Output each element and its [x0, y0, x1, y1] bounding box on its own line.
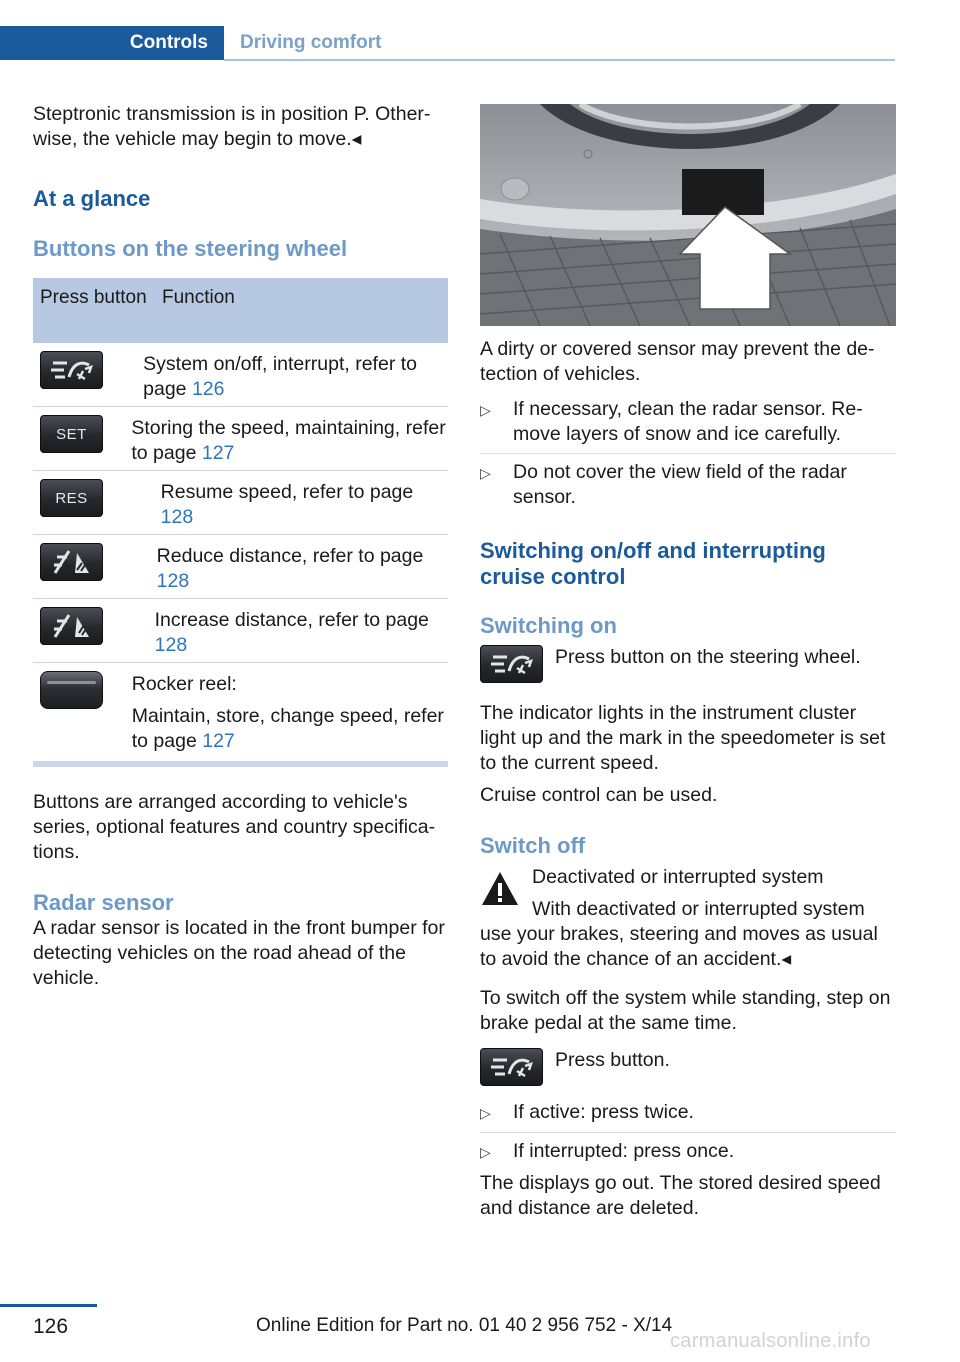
radar-sensor-photo	[480, 104, 896, 326]
heading-switching-on: Switching on	[480, 613, 617, 638]
page-header	[0, 26, 895, 62]
intro-text: Steptronic transmission is in position P. Otherwise, the vehicle may begin to move.◂	[33, 103, 431, 150]
resume-button-icon: RES	[40, 479, 103, 517]
heading-at-a-glance: At a glance	[33, 186, 151, 211]
triangle-bullet-icon: ▷	[480, 1144, 491, 1160]
warning-triangle-icon	[480, 869, 520, 909]
header-rule	[224, 59, 895, 61]
table-row	[33, 599, 448, 663]
table-row	[33, 343, 448, 407]
indicator-text: The indicator lights in the instrument cluster light up and the mark in the speedometer is set to the current speed.	[480, 702, 886, 774]
footer-rule	[0, 1304, 97, 1307]
header-tab-controls[interactable]: Controls	[0, 26, 224, 60]
increase-distance-button-icon	[40, 607, 103, 645]
page-link[interactable]: 127	[202, 730, 235, 752]
can-be-used-text: Cruise control can be used.	[480, 784, 718, 806]
bullet-list-switch-off	[480, 1094, 896, 1171]
table-row	[33, 471, 448, 535]
list-item: ▷ If active: press twice.	[480, 1094, 896, 1133]
radar-text: A radar sensor is located in the front bumper for detecting vehicles on the road ahead of the vehicle.	[33, 917, 445, 989]
table-end-rule	[33, 761, 448, 767]
cruise-control-button-icon	[480, 645, 543, 683]
bullet-list-cleaning	[480, 391, 896, 516]
page-link[interactable]: 127	[201, 442, 235, 464]
row-function-text: Storing the speed, maintaining, refer to page 127	[131, 417, 446, 464]
caption-text: A dirty or covered sensor may prevent the detection of vehicles.	[480, 338, 875, 385]
standing-text: To switch off the system while standing, step on brake pedal at the same time.	[480, 987, 891, 1034]
press-button-text: Press button.	[555, 1049, 670, 1071]
row-function-text: Rocker reel: Maintain, store, change speed, refer to page 127	[131, 673, 444, 752]
cruise-control-button-icon	[40, 351, 103, 389]
list-item: ▷ Do not cover the view field of the radar sensor.	[480, 461, 847, 508]
page-number: 126	[33, 1315, 69, 1338]
warning-title: Deactivated or interrupted system	[532, 866, 824, 888]
heading-buttons-steering-wheel: Buttons on the steering wheel	[33, 236, 348, 261]
table-row	[33, 407, 448, 471]
row-function-text: Resume speed, refer to page 128	[160, 481, 414, 528]
heading-switching: Switching on/off and interrupting cruise control	[480, 538, 826, 589]
row-function-text: System on/off, interrupt, refer to page 126	[143, 353, 417, 400]
header-tab-driving-comfort[interactable]: Driving comfort	[240, 32, 382, 53]
table-header-press-button: Press button	[40, 287, 147, 308]
list-item: ▷ If interrupted: press once.	[480, 1133, 896, 1171]
heading-switch-off: Switch off	[480, 833, 586, 858]
buttons-table	[33, 278, 448, 767]
left-column	[33, 102, 448, 991]
reduce-distance-button-icon	[40, 543, 103, 581]
row-function-text: Increase distance, refer to page 128	[154, 609, 429, 656]
page-link[interactable]: 126	[191, 378, 225, 400]
triangle-bullet-icon: ▷	[480, 402, 491, 418]
table-header	[33, 278, 448, 343]
table-row	[33, 663, 448, 761]
arranged-text: Buttons are arranged according to vehicle's series, optional features and country specifications.	[33, 791, 436, 863]
set-button-icon: SET	[40, 415, 103, 453]
list-item: ▷ If necessary, clean the radar sensor. Remove layers of snow and ice carefully.	[480, 391, 896, 454]
rocker-reel-icon	[40, 671, 103, 709]
displays-text: The displays go out. The stored desired speed and distance are deleted.	[480, 1172, 881, 1219]
edition-text: Online Edition for Part no. 01 40 2 956 752 - X/14	[256, 1315, 673, 1336]
heading-radar-sensor: Radar sensor	[33, 890, 174, 915]
press-wheel-text: Press button on the steering wheel.	[555, 646, 861, 668]
triangle-bullet-icon: ▷	[480, 1105, 491, 1121]
right-column	[480, 104, 896, 1221]
cruise-control-button-icon	[480, 1048, 543, 1086]
page-link[interactable]: 128	[154, 634, 188, 656]
page-link[interactable]: 128	[156, 570, 190, 592]
table-row	[33, 535, 448, 599]
row-function-text: Reduce distance, refer to page 128	[156, 545, 424, 592]
table-header-function: Function	[162, 287, 235, 308]
watermark: carmanualsonline.info	[670, 1330, 871, 1352]
triangle-bullet-icon: ▷	[480, 465, 491, 481]
page-link[interactable]: 128	[160, 506, 194, 528]
warning-text: With deactivated or interrupted system use your brakes, steering and moves as usual to avoid the chance of an accident.◂	[480, 898, 878, 970]
